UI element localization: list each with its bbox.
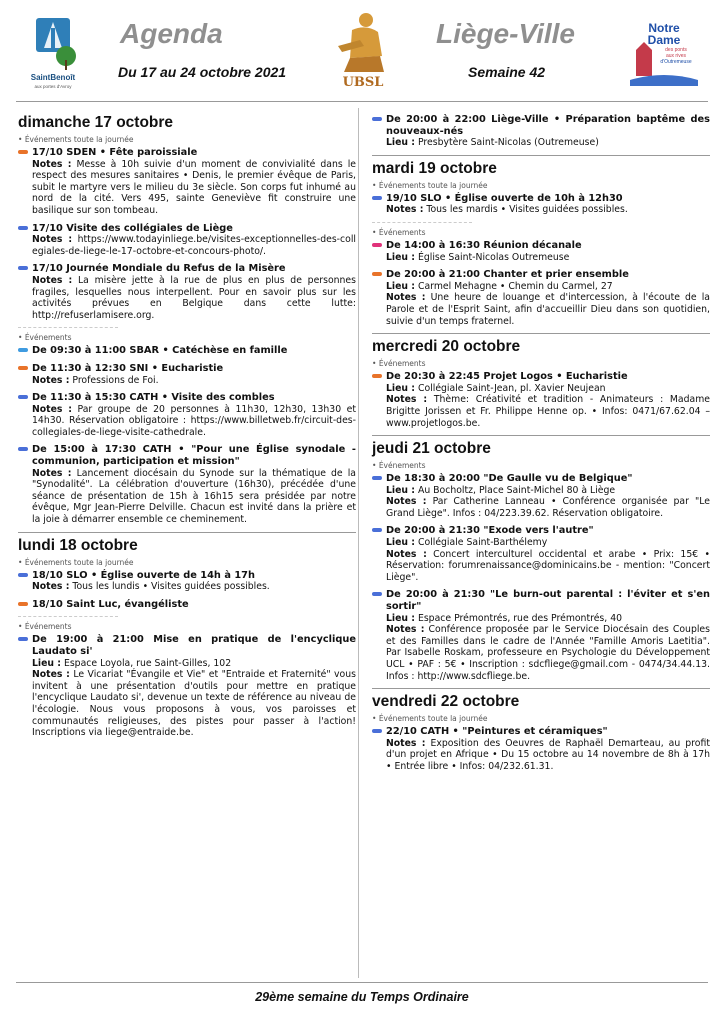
- category-bar: [18, 447, 28, 451]
- notes-label: Notes :: [386, 394, 428, 406]
- event-item[interactable]: [372, 371, 710, 429]
- category-bar: [372, 196, 382, 200]
- category-bar: [372, 592, 382, 596]
- category-bar: [372, 528, 382, 532]
- category-bar: [18, 348, 28, 352]
- category-bar: [18, 395, 28, 399]
- section-label: • Événements toute la journée: [18, 558, 356, 567]
- location-label: Lieu :: [386, 612, 415, 624]
- event-title: De 20:00 à 22:00 Liège-Ville • Préparation baptême des nouveaux-nés: [386, 114, 710, 137]
- svg-text:UBSL: UBSL: [342, 75, 384, 90]
- section-divider: [372, 222, 472, 223]
- location-label: Lieu :: [32, 657, 61, 669]
- event-item[interactable]: [372, 726, 710, 772]
- event-notes: Thème: Créativité et tradition - Animateurs : Madame Brigitte Jorissen et Fr. Philippe Henne op. • Infos: 0471/67.62.04 – www.projetlogos.be.: [386, 394, 710, 429]
- title-agenda: Agenda: [120, 18, 223, 49]
- notes-label: Notes :: [32, 374, 70, 386]
- event-title: 22/10 CATH • "Peintures et céramiques": [386, 726, 608, 738]
- day-heading: mardi 19 octobre: [372, 159, 497, 177]
- event-location: Collégiale Saint-Jean, pl. Xavier Neujean: [417, 382, 606, 394]
- location-label: Lieu :: [386, 137, 415, 149]
- notre-dame-logo: [626, 20, 702, 92]
- event-location: Collégiale Saint-Barthélemy: [417, 537, 548, 549]
- category-bar: [372, 374, 382, 378]
- week-dates: Du 17 au 24 octobre 2021: [118, 64, 287, 80]
- day-heading: mercredi 20 octobre: [372, 338, 521, 356]
- event-item[interactable]: [18, 599, 356, 611]
- event-notes: Lancement diocésain du Synode sur la thématique de la "Synodalité". La célébration d'ouverture (16h30), précédée d'une séance de présentation de 15h à 16h15 sera présidée par notre évêque, Mgr Jean-Pierre Delville. Chacun est invité dans la prière et la joie à démarrer ensemble ce cheminement.: [32, 467, 356, 526]
- event-title: 17/10 Visite des collégiales de Liège: [32, 222, 233, 234]
- event-item[interactable]: [18, 345, 356, 357]
- event-title: De 11:30 à 15:30 CATH • Visite des combles: [32, 392, 275, 404]
- event-item[interactable]: [18, 263, 356, 321]
- day-divider: [372, 155, 710, 156]
- category-bar: [372, 476, 382, 480]
- event-notes: Concert interculturel occidental et arabe • Prix: 15€ • Réservation: forumrenaissance@dominicains.be - mention: "Concert Liège".: [386, 548, 710, 583]
- notes-label: Notes :: [386, 496, 427, 508]
- event-title: De 20:00 à 21:30 "Le burn-out parental : l'éviter et s'en sortir": [386, 589, 710, 613]
- event-title: De 09:30 à 11:00 SBAR • Catéchèse en famille: [32, 345, 288, 357]
- notes-label: Notes :: [32, 274, 73, 286]
- event-title: 18/10 Saint Luc, évangéliste: [32, 598, 189, 610]
- event-item[interactable]: [18, 363, 356, 386]
- notes-label: Notes :: [386, 737, 426, 749]
- week-number: Semaine 42: [468, 64, 546, 80]
- event-item[interactable]: [372, 193, 710, 216]
- event-notes: Par Catherine Lanneau • Conférence organisée par "Le Grand Liège". Infos : 04/223.39.62. Réservation obligatoire.: [386, 496, 710, 519]
- event-notes: La misère jette à la rue de plus en plus de personnes fragiles, lesquelles nous interpellent. Pour en savoir plus sur les activités prévues en Belgique dans cette lutte: http://refuserlamisere.org.: [32, 274, 356, 321]
- day-divider: [372, 435, 710, 436]
- category-bar: [372, 272, 382, 276]
- event-item[interactable]: [18, 392, 356, 438]
- section-label: • Événements: [18, 333, 356, 342]
- svg-text:SaintBenoît: SaintBenoît: [30, 73, 76, 82]
- section-label: • Événements: [372, 228, 710, 237]
- event-item[interactable]: [372, 525, 710, 583]
- location-label: Lieu :: [386, 251, 415, 263]
- event-title: 17/10 SDEN • Fête paroissiale: [32, 147, 198, 158]
- event-location: Église Saint-Nicolas Outremeuse: [417, 251, 570, 263]
- event-item[interactable]: [18, 147, 356, 217]
- event-notes: Une heure de louange et d'intercession, à l'écoute de la Parole et de l'Esprit Saint, afin d'accueillir Dieu dans son quotidien, suivie d'un temps fraternel.: [386, 292, 710, 327]
- event-item[interactable]: [372, 589, 710, 682]
- event-notes: Professions de Foi.: [72, 374, 159, 386]
- day-heading: lundi 18 octobre: [18, 536, 138, 554]
- day-heading: dimanche 17 octobre: [18, 114, 174, 131]
- svg-text:Dame: Dame: [647, 33, 681, 47]
- day-heading: vendredi 22 octobre: [372, 693, 520, 711]
- event-location: Carmel Mehagne • Chemin du Carmel, 27: [417, 280, 613, 292]
- left-column: [18, 110, 356, 745]
- footer-divider: [16, 982, 708, 983]
- event-notes: Le Vicariat "Évangile et Vie" et "Entraide et Fraternité" vous invitent à une présentation d'outils pour mettre en pratique l'encyclique Laudato si', devenue un texte de référence au niveau de l'écologie. Nous vous proposons à vous, vos paroisses et communautés religieuses, des pistes pour passer à l'action! Inscriptions via liege@entraide.be.: [32, 669, 356, 739]
- svg-text:aux portes d'Avroy: aux portes d'Avroy: [34, 84, 72, 89]
- event-title: De 14:00 à 16:30 Réunion décanale: [386, 239, 582, 251]
- notes-label: Notes :: [32, 158, 72, 170]
- event-location: Espace Loyola, rue Saint-Gilles, 102: [63, 657, 232, 669]
- notes-label: Notes :: [32, 467, 72, 479]
- column-divider: [358, 108, 359, 978]
- event-item[interactable]: [372, 473, 710, 519]
- event-item[interactable]: [18, 444, 356, 525]
- location-label: Lieu :: [386, 280, 415, 292]
- category-bar: [18, 366, 28, 370]
- notes-label: Notes :: [386, 292, 426, 304]
- event-location: Au Bocholtz, Place Saint-Michel 80 à Liège: [417, 484, 616, 496]
- svg-text:aux rives: aux rives: [665, 53, 687, 59]
- notes-label: Notes :: [32, 669, 70, 681]
- section-divider: [18, 327, 118, 328]
- footer-liturgical-week: 29ème semaine du Temps Ordinaire: [255, 990, 469, 1004]
- event-title: De 19:00 à 21:00 Mise en pratique de l'encyclique Laudato si': [32, 634, 356, 657]
- section-label: • Événements: [18, 622, 356, 631]
- svg-text:Notre: Notre: [648, 21, 680, 35]
- event-notes: Tous les mardis • Visites guidées possibles.: [426, 204, 628, 216]
- event-item[interactable]: [18, 223, 356, 258]
- event-notes: Messe à 10h suivie d'un moment de convivialité dans le respect des mesures sanitaires • Denis, le premier évêque de Paris, subit le martyre vers le milieu du 3e siècle. Son corps fut inhumé au nord de la cité. Vers 495, sainte Geneviève fit construire une basilique sur son tombeau.: [32, 158, 356, 216]
- event-title: De 20:30 à 22:45 Projet Logos • Eucharistie: [386, 371, 628, 383]
- event-notes: Conférence proposée par le Service Diocésain des Couples et des Familles dans le cadre de l'Année "Famille Amoris Laetitia". Par Isabelle Roskam, professeure en Psychologie du Développement UCL • PAF : 5€ • Inscription : sdcfliege@gmail.com - 0474/34.44.13. Infos : http://www.sdcfliege.be.: [386, 624, 710, 682]
- notes-label: Notes :: [32, 234, 73, 246]
- category-bar: [372, 729, 382, 733]
- saint-benoit-logo: [22, 8, 84, 94]
- section-label: • Événements toute la journée: [18, 135, 356, 144]
- notes-label: Notes :: [386, 624, 425, 636]
- event-notes: https://www.todayinliege.be/visites-exceptionnelles-des-collegiales-de-liege-le-17-octobre-et-concours-photo/.: [32, 234, 356, 257]
- event-item[interactable]: [372, 240, 710, 263]
- event-title: De 20:00 à 21:00 Chanter et prier ensemble: [386, 269, 629, 281]
- ubsl-logo: [320, 6, 406, 94]
- event-notes: Par groupe de 20 personnes à 11h30, 12h30, 13h30 et 14h30. Réservation obligatoire : https://www.billetweb.fr/circuit-des-collegiales-de-liege-visite-cathedrale.: [32, 403, 356, 438]
- day-divider: [372, 333, 710, 334]
- category-bar: [372, 243, 382, 247]
- location-label: Lieu :: [386, 537, 415, 549]
- notes-label: Notes :: [386, 204, 424, 216]
- category-bar: [18, 226, 28, 230]
- notes-label: Notes :: [386, 548, 427, 560]
- section-label: • Événements: [372, 461, 710, 470]
- event-title: 19/10 SLO • Église ouverte de 10h à 12h30: [386, 192, 623, 204]
- notes-label: Notes :: [32, 403, 72, 415]
- event-title: 17/10 Journée Mondiale du Refus de la Misère: [32, 263, 286, 275]
- event-item[interactable]: [372, 114, 710, 149]
- event-title: De 11:30 à 12:30 SNI • Eucharistie: [32, 362, 224, 374]
- event-notes: Exposition des Oeuvres de Raphaël Demarteau, au profit d'un projet en Afrique • Du 15 octobre au 14 novembre de 8h à 17h • Entrée libre • Infos: 04/232.61.31.: [386, 737, 710, 772]
- day-heading: jeudi 21 octobre: [372, 440, 491, 458]
- event-item[interactable]: [18, 570, 356, 593]
- event-location: Espace Prémontrés, rue des Prémontrés, 40: [417, 612, 623, 624]
- right-column: [372, 110, 710, 779]
- event-item[interactable]: [18, 634, 356, 738]
- event-notes: Tous les lundis • Visites guidées possibles.: [72, 581, 270, 593]
- category-bar: [372, 117, 382, 121]
- event-title: 18/10 SLO • Église ouverte de 14h à 17h: [32, 569, 255, 581]
- event-location: Presbytère Saint-Nicolas (Outremeuse): [417, 137, 599, 149]
- category-bar: [18, 150, 28, 154]
- location-label: Lieu :: [386, 484, 415, 496]
- category-bar: [18, 266, 28, 270]
- category-bar: [18, 602, 28, 606]
- section-label: • Événements toute la journée: [372, 714, 710, 723]
- day-divider: [18, 532, 356, 533]
- category-bar: [18, 573, 28, 577]
- category-bar: [18, 637, 28, 641]
- location-label: Lieu :: [386, 382, 415, 394]
- svg-text:d'Outremeuse: d'Outremeuse: [660, 59, 692, 65]
- day-divider: [372, 688, 710, 689]
- svg-text:des ponts: des ponts: [665, 47, 687, 53]
- section-label: • Événements toute la journée: [372, 181, 710, 190]
- event-title: De 20:00 à 21:30 "Exode vers l'autre": [386, 525, 594, 537]
- event-title: De 15:00 à 17:30 CATH • "Pour une Église synodale - communion, participation et mission": [32, 444, 356, 468]
- title-liege-ville: Liège-Ville: [436, 18, 576, 49]
- header-divider: [16, 101, 708, 102]
- section-divider: [18, 616, 118, 617]
- notes-label: Notes :: [32, 581, 70, 593]
- page-header: [0, 0, 724, 100]
- event-title: De 18:30 à 20:00 "De Gaulle vu de Belgique": [386, 473, 633, 485]
- section-label: • Événements: [372, 359, 710, 368]
- event-item[interactable]: [372, 269, 710, 327]
